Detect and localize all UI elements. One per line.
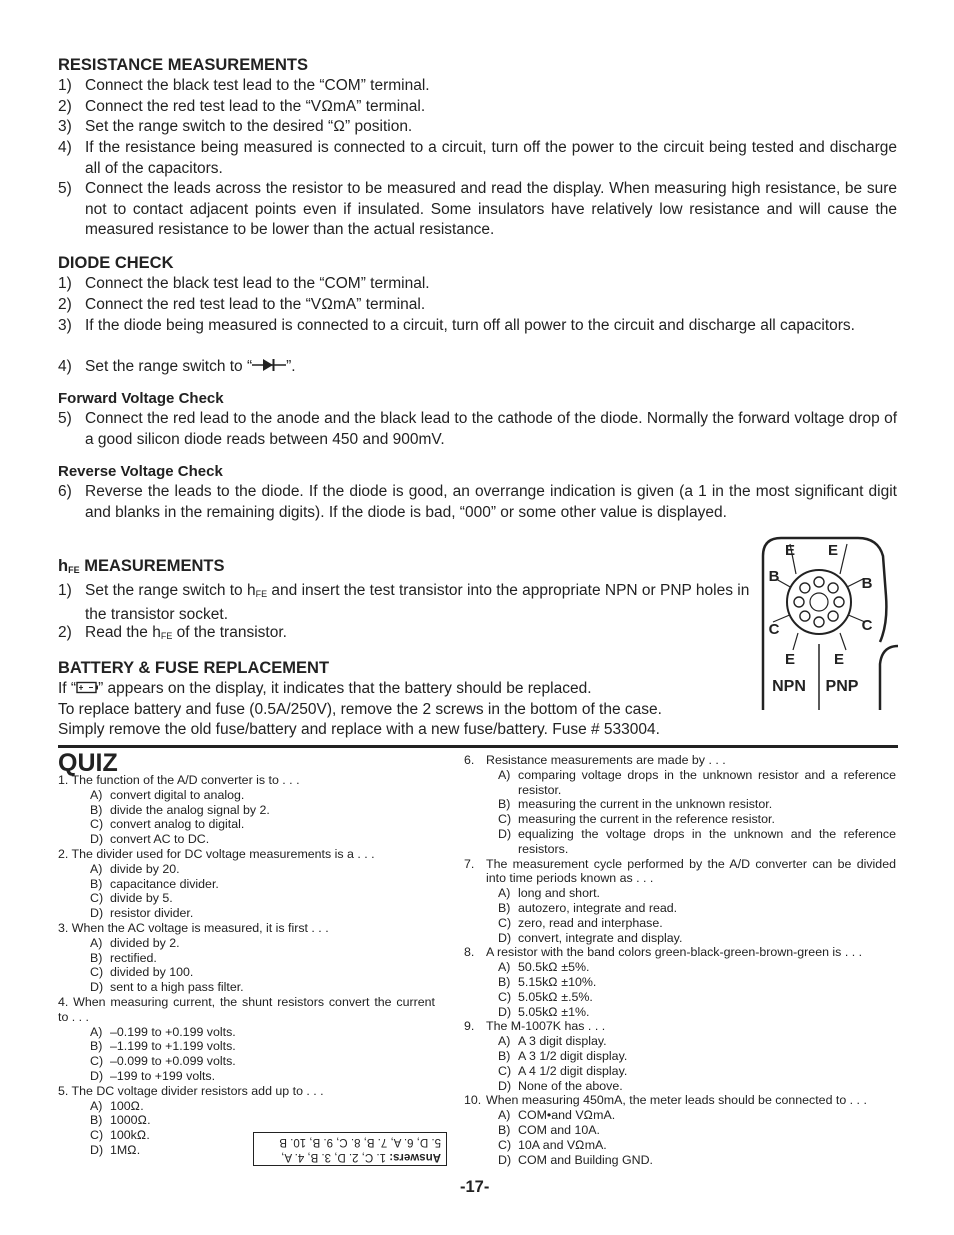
option-letter: D)	[498, 1004, 512, 1019]
answer-option	[90, 803, 435, 818]
option-letter: B)	[90, 802, 103, 817]
option-letter: A)	[90, 935, 103, 950]
quiz-question	[464, 945, 896, 1019]
answer-option	[498, 1049, 896, 1064]
quiz-title: QUIZ	[58, 749, 118, 777]
battery-line-2: To replace battery and fuse (0.5A/250V), remove the 2 screws in the bottom of the case.	[58, 701, 662, 718]
question-body: Resistance measurements are made by . . .	[486, 753, 726, 767]
hfe-heading: $h_{FE}$ MEASUREMENTS	[58, 557, 225, 575]
option-text: –0.099 to +0.099 volts.	[110, 1054, 236, 1069]
answer-option	[90, 1054, 435, 1069]
reverse-voltage-heading: Reverse Voltage Check	[58, 463, 223, 480]
diode-step-1	[58, 274, 897, 295]
pin-c-npn: C	[768, 621, 780, 638]
question-text: 5. The DC voltage divider resistors add up to . . .	[58, 1083, 324, 1098]
socket-hole	[828, 583, 838, 593]
question-number: 7.	[464, 856, 475, 871]
option-text: rectified.	[110, 950, 157, 965]
answer-option	[498, 1108, 896, 1123]
answer-option	[498, 916, 896, 931]
option-letter: C)	[498, 989, 512, 1004]
quiz-question	[58, 773, 435, 847]
step-number: 1)	[58, 275, 72, 292]
answer-option	[90, 1113, 435, 1128]
option-letter: B)	[498, 974, 511, 989]
option-letter: D)	[90, 1068, 104, 1083]
pin-e-pnp-top: E	[827, 542, 839, 559]
option-text: long and short.	[518, 886, 600, 901]
option-letter: C)	[498, 812, 512, 827]
question-number: 6.	[464, 753, 475, 767]
step-text: If the diode being measured is connected to a circuit, turn off all power to the circuit and discharge all capacitors.	[85, 317, 855, 334]
answer-option	[498, 768, 896, 798]
step-text: Connect the red test lead to the “VΩmA” terminal.	[85, 296, 426, 313]
option-letter: C)	[90, 965, 104, 980]
quiz-question	[464, 1093, 896, 1167]
option-letter: A)	[498, 1034, 511, 1049]
option-text: 1MΩ.	[110, 1142, 141, 1157]
battery-line-3: Simply remove the old fuse/battery and replace with a new fuse/battery. Fuse # 533004.	[58, 721, 660, 738]
option-text: A 3 digit display.	[518, 1034, 607, 1049]
option-text: divided by 2.	[110, 935, 180, 950]
hfe-step-2: 2) Read the $h_{FE}$ of the transistor.	[85, 623, 755, 647]
pin-b-npn: B	[768, 568, 780, 585]
socket-holes	[794, 577, 844, 627]
option-text: capacitance divider.	[110, 876, 219, 891]
answer-option	[90, 862, 435, 877]
question-body: The M-1007K has . . .	[486, 1019, 606, 1034]
step-text: Connect the black test lead to the “COM” terminal.	[85, 275, 430, 292]
socket-hole	[828, 611, 838, 621]
option-text: 5.15kΩ ±10%.	[518, 974, 597, 989]
option-text: convert digital to analog.	[110, 787, 245, 802]
step-number: 2)	[58, 98, 72, 115]
step-number: 4)	[58, 139, 72, 156]
option-text: 50.5kΩ ±5%.	[518, 960, 590, 975]
option-letter: B)	[498, 900, 511, 915]
option-text: 5.05kΩ ±.5%.	[518, 989, 593, 1004]
answer-option	[498, 901, 896, 916]
resistance-heading: RESISTANCE MEASUREMENTS	[58, 56, 308, 74]
resistance-step-3	[58, 117, 897, 138]
battery-icon	[76, 681, 98, 694]
step-number: 5)	[58, 410, 72, 427]
diode-heading: DIODE CHECK	[58, 254, 174, 272]
answer-option	[90, 1039, 435, 1054]
diode-step-2	[58, 295, 897, 316]
option-letter: A)	[90, 1098, 103, 1113]
answer-option	[498, 797, 896, 812]
answer-option	[90, 1099, 435, 1114]
option-text: 100kΩ.	[110, 1128, 150, 1143]
option-letter: B)	[90, 1113, 103, 1128]
pin-e-npn-top: E	[784, 542, 796, 559]
pin-c-pnp: C	[861, 617, 873, 634]
question-number: 8.	[464, 945, 475, 960]
answer-option	[498, 1034, 896, 1049]
option-letter: A)	[498, 1108, 511, 1123]
option-text: –1.199 to +1.199 volts.	[110, 1039, 236, 1054]
option-letter: D)	[90, 906, 104, 921]
quiz-question	[464, 753, 896, 857]
question-number: 9.	[464, 1019, 475, 1034]
option-letter: B)	[90, 1039, 103, 1054]
option-letter: A)	[90, 1024, 103, 1039]
option-letter: C)	[90, 817, 104, 832]
step-text: Set the range switch to the desired “Ω” position.	[85, 118, 413, 135]
option-letter: C)	[90, 1128, 104, 1143]
answer-option	[90, 980, 435, 995]
step-number: 2)	[58, 296, 72, 313]
option-letter: A)	[498, 886, 511, 901]
answer-option	[498, 1138, 896, 1153]
option-letter: C)	[90, 1054, 104, 1069]
option-text: measuring the current in the reference resistor.	[518, 812, 775, 827]
hfe-step-1: 1) Set the range switch to $h_{FE}$ and insert the test transistor into the appropriate NPN or PNP holes in the transistor socket.	[58, 582, 750, 623]
question-text	[464, 1093, 896, 1108]
option-letter: A)	[498, 767, 511, 782]
battery-line-1: If “ ” appears on the display, it indicates that the battery should be replaced.	[58, 680, 592, 697]
option-letter: D)	[498, 1152, 512, 1167]
page-number: -17-	[460, 1178, 490, 1196]
option-text: 100Ω.	[110, 1098, 144, 1113]
resistance-step-4	[58, 138, 897, 179]
option-letter: C)	[498, 1137, 512, 1152]
option-letter: B)	[90, 876, 103, 891]
socket-hole	[800, 611, 810, 621]
socket-hole	[794, 597, 804, 607]
option-text: convert, integrate and display.	[518, 930, 683, 945]
option-letter: D)	[90, 980, 104, 995]
answer-option	[498, 1079, 896, 1094]
option-letter: D)	[498, 826, 512, 841]
option-letter: A)	[498, 960, 511, 975]
diode-icon	[252, 358, 286, 372]
transistor-socket-diagram	[760, 534, 898, 710]
option-letter: B)	[498, 797, 511, 812]
option-text: autozero, integrate and read.	[518, 900, 678, 915]
option-letter: B)	[498, 1048, 511, 1063]
answer-option	[498, 812, 896, 827]
answer-option	[90, 1025, 435, 1040]
resistance-step-5	[58, 179, 897, 241]
question-body: When measuring 450mA, the meter leads should be connected to . . .	[486, 1093, 867, 1108]
pnp-label: PNP	[825, 678, 859, 695]
option-text: equalizing the voltage drops in the unknown and the reference resistors.	[518, 826, 896, 856]
diode-step-4: 4) Set the range switch to “ ”.	[85, 357, 897, 378]
option-text: sent to a high pass filter.	[110, 980, 244, 995]
option-text: 1000Ω.	[110, 1113, 151, 1128]
answer-option	[498, 975, 896, 990]
socket-center	[810, 593, 828, 611]
question-text	[464, 753, 896, 768]
question-text: 3. When the AC voltage is measured, it is first . . .	[58, 920, 329, 935]
forward-voltage-heading: Forward Voltage Check	[58, 390, 224, 407]
answer-option	[90, 936, 435, 951]
answer-option	[498, 1005, 896, 1020]
socket-hole	[834, 597, 844, 607]
socket-hole	[814, 577, 824, 587]
quiz-question	[58, 921, 435, 995]
option-letter: C)	[498, 915, 512, 930]
option-text: –0.199 to +0.199 volts.	[110, 1024, 236, 1039]
answer-option	[498, 886, 896, 901]
option-letter: A)	[90, 787, 103, 802]
answer-option	[90, 965, 435, 980]
step-number: 5)	[58, 180, 72, 197]
option-letter: D)	[90, 832, 104, 847]
answers-box	[253, 1132, 447, 1166]
option-text: 10A and VΩmA.	[518, 1137, 607, 1152]
section-divider	[58, 745, 898, 748]
option-text: zero, read and interphase.	[518, 915, 663, 930]
option-text: –199 to +199 volts.	[110, 1068, 216, 1083]
option-text: COM and 10A.	[518, 1122, 600, 1137]
step-text: Connect the leads across the resistor to be measured and read the display. When measuring high resistance, be sure not to contact adjacent points even if insulated. Some insulators have relatively low resistance and will cause the measured resistance to be lower than the actual resistance.	[85, 180, 897, 238]
answers-line-2: 5. D, 6. A, 7. B, 8. C, 9. B, 10. B	[279, 1136, 441, 1148]
option-letter: B)	[90, 950, 103, 965]
answer-option	[90, 906, 435, 921]
step-number: 3)	[58, 317, 72, 334]
question-text: 2. The divider used for DC voltage measurements is a . . .	[58, 846, 375, 861]
pin-e-npn-bottom: E	[784, 651, 796, 668]
answer-option	[90, 891, 435, 906]
answer-option	[498, 1153, 896, 1168]
quiz-question	[464, 1019, 896, 1093]
answer-option	[90, 832, 435, 847]
question-text: 4. When measuring current, the shunt resistors convert the current to . . .	[58, 994, 435, 1024]
step-number: 4)	[58, 358, 72, 375]
step-number: 1)	[58, 582, 72, 599]
question-number: 10.	[464, 1093, 482, 1108]
option-text: measuring the current in the unknown resistor.	[518, 797, 773, 812]
option-text: COM and Building GND.	[518, 1152, 653, 1167]
answer-option	[498, 931, 896, 946]
answer-option	[90, 788, 435, 803]
option-letter: A)	[90, 861, 103, 876]
answer-option	[498, 990, 896, 1005]
question-text	[464, 945, 896, 960]
answer-option	[90, 817, 435, 832]
option-letter: D)	[90, 1142, 104, 1157]
answer-option	[498, 960, 896, 975]
quiz-question	[58, 847, 435, 921]
resistance-step-1	[58, 76, 897, 97]
option-text: None of the above.	[518, 1078, 623, 1093]
pin-e-pnp-bottom: E	[833, 651, 845, 668]
socket-hole	[800, 583, 810, 593]
option-text: divided by 100.	[110, 965, 194, 980]
option-text: COM•and VΩmA.	[518, 1108, 616, 1123]
quiz-left-column	[58, 773, 435, 1158]
step-text: If the resistance being measured is connected to a circuit, turn off the power to the circuit being tested and discharge all of the capacitors.	[85, 139, 897, 177]
battery-heading: BATTERY & FUSE REPLACEMENT	[58, 659, 330, 677]
question-text	[464, 1019, 896, 1034]
step-text: Connect the red test lead to the “VΩmA” terminal.	[85, 98, 426, 115]
quiz-question	[464, 857, 896, 946]
option-text: divide the analog signal by 2.	[110, 802, 270, 817]
step-number: 6)	[58, 483, 72, 500]
pin-b-pnp: B	[861, 575, 873, 592]
diode-step-3	[58, 316, 897, 337]
question-body: A resistor with the band colors green-black-green-brown-green is . . .	[486, 945, 863, 960]
option-text: divide by 5.	[110, 891, 173, 906]
option-letter: D)	[498, 1078, 512, 1093]
option-text: resistor divider.	[110, 906, 194, 921]
quiz-right-column	[464, 753, 896, 1167]
option-text: convert AC to DC.	[110, 832, 210, 847]
option-text: A 4 1/2 digit display.	[518, 1063, 628, 1078]
option-text: 5.05kΩ ±1%.	[518, 1004, 590, 1019]
socket-hole	[814, 617, 824, 627]
answer-option	[498, 1064, 896, 1079]
option-text: divide by 20.	[110, 861, 180, 876]
answer-option	[498, 1123, 896, 1138]
diode-step-5: 5) Connect the red lead to the anode and the black lead to the cathode of the diode. Normally the forward voltage drop of a good silicon diode reads between 450 and 900mV.	[58, 410, 897, 448]
option-letter: C)	[498, 1063, 512, 1078]
option-letter: D)	[498, 930, 512, 945]
answer-option	[90, 1069, 435, 1084]
quiz-question	[58, 995, 435, 1084]
answer-option	[90, 877, 435, 892]
npn-label: NPN	[772, 678, 806, 695]
resistance-step-2	[58, 97, 897, 118]
question-body: The measurement cycle performed by the A/D converter can be divided into time periods known as . . .	[486, 856, 896, 886]
step-number: 3)	[58, 118, 72, 135]
step-number: 2)	[58, 624, 72, 641]
diode-step-6: 6) Reverse the leads to the diode. If the diode is good, an overrange indication is given (a 1 in the most significant digit and blanks in the remaining digits). If the diode is bad, “000” or some other value is displayed.	[58, 483, 897, 521]
option-letter: B)	[498, 1122, 511, 1137]
question-text: 1. The function of the A/D converter is to . . .	[58, 773, 300, 787]
option-text: convert analog to digital.	[110, 817, 245, 832]
step-text: Connect the black test lead to the “COM” terminal.	[85, 77, 430, 94]
step-number: 1)	[58, 77, 72, 94]
option-text: comparing voltage drops in the unknown resistor and a reference resistor.	[518, 767, 896, 797]
question-text	[464, 857, 896, 887]
option-text: A 3 1/2 digit display.	[518, 1048, 628, 1063]
answer-option	[90, 951, 435, 966]
option-letter: C)	[90, 891, 104, 906]
answers-line-1: Answers: 1. C, 2. D, 3. B, 4. A,	[281, 1151, 441, 1163]
answer-option	[498, 827, 896, 857]
